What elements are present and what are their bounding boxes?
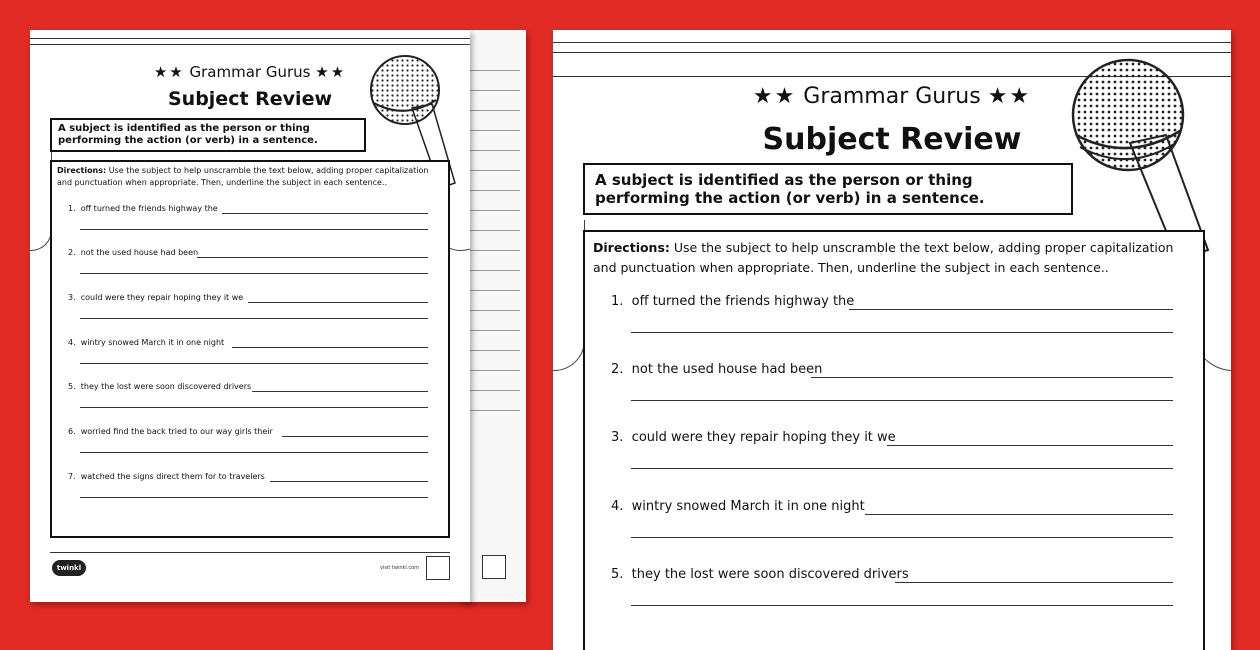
curtain-drape: [30, 130, 52, 251]
brand-header: [553, 84, 1231, 109]
curtain-rod: [30, 38, 470, 39]
footer-badge: [426, 556, 450, 580]
directions-box: [583, 230, 1205, 650]
brand-header: [30, 63, 470, 81]
list-item: 1. off turned the friends highway the: [611, 294, 855, 309]
answer-line[interactable]: [80, 273, 428, 274]
curtain-drape: [553, 220, 585, 371]
answer-line[interactable]: [252, 391, 428, 392]
list-item: 7. watched the signs direct them for to travelers: [68, 472, 265, 481]
answer-line[interactable]: [631, 537, 1173, 538]
list-item: 5. they the lost were soon discovered drivers: [68, 382, 252, 391]
star-icon: ★★: [153, 63, 185, 81]
page-title: Subject Review: [167, 88, 333, 110]
back-sheet-badge: [482, 555, 506, 579]
curtain-rod: [30, 44, 470, 45]
answer-line[interactable]: [232, 347, 428, 348]
footer-divider: [50, 552, 450, 553]
directions-text: Directions: Use the subject to help unscramble the text below, adding proper capitalization and punctuation when appropriate. Then, underline the subject in each sentence..: [593, 240, 1174, 275]
list-item: 3. could were they repair hoping they it we: [68, 293, 244, 302]
answer-line[interactable]: [631, 400, 1173, 401]
answer-line[interactable]: [197, 257, 428, 258]
answer-line[interactable]: [80, 497, 428, 498]
page-title: Subject Review: [762, 122, 1022, 157]
answer-line[interactable]: [80, 363, 428, 364]
answer-line[interactable]: [80, 229, 428, 230]
list-item: 6. worried find the back tried to our way girls their: [68, 427, 273, 436]
list-item: 2. not the used house had been: [68, 248, 199, 257]
answer-line[interactable]: [270, 481, 428, 482]
worksheet-preview-left: [30, 30, 470, 602]
list-item: 4. wintry snowed March it in one night: [611, 499, 865, 514]
list-item: 3. could were they repair hoping they it we: [611, 430, 896, 445]
answer-line[interactable]: [865, 514, 1173, 515]
directions-box: [50, 160, 450, 538]
star-icon: ★★: [752, 84, 797, 109]
answer-line[interactable]: [631, 332, 1173, 333]
list-item: 1. off turned the friends highway the: [68, 204, 218, 213]
brand-name: Grammar Gurus: [189, 63, 311, 81]
directions-text: Directions: Use the subject to help unscramble the text below, adding proper capitalization and punctuation when appropriate. Then, underline the subject in each sentence..: [57, 166, 429, 188]
curtain-rod: [553, 52, 1231, 53]
definition-box: A subject is identified as the person or thing performing the action (or verb) in a sentence.: [583, 163, 1073, 215]
answer-line[interactable]: [80, 452, 428, 453]
answer-line[interactable]: [631, 605, 1173, 606]
answer-line[interactable]: [80, 407, 428, 408]
answer-line[interactable]: [895, 582, 1173, 583]
answer-line[interactable]: [248, 302, 428, 303]
answer-line[interactable]: [631, 468, 1173, 469]
definition-box: A subject is identified as the person or thing performing the action (or verb) in a sentence.: [50, 118, 366, 152]
answer-line[interactable]: [849, 309, 1173, 310]
answer-line[interactable]: [222, 213, 428, 214]
footer-url: visit twinkl.com: [380, 565, 420, 571]
list-item: 5. they the lost were soon discovered drivers: [611, 567, 909, 582]
answer-line[interactable]: [80, 318, 428, 319]
twinkl-logo: twinkl: [52, 560, 86, 576]
star-icon: ★★: [987, 84, 1032, 109]
list-item: 4. wintry snowed March it in one night: [68, 338, 225, 347]
answer-line[interactable]: [887, 445, 1173, 446]
answer-line[interactable]: [282, 436, 428, 437]
list-item: 2. not the used house had been: [611, 362, 823, 377]
worksheet-zoomed-right: [553, 30, 1231, 650]
star-icon: ★★: [315, 63, 347, 81]
brand-name: Grammar Gurus: [803, 84, 981, 109]
curtain-rod: [553, 42, 1231, 43]
answer-line[interactable]: [811, 377, 1173, 378]
